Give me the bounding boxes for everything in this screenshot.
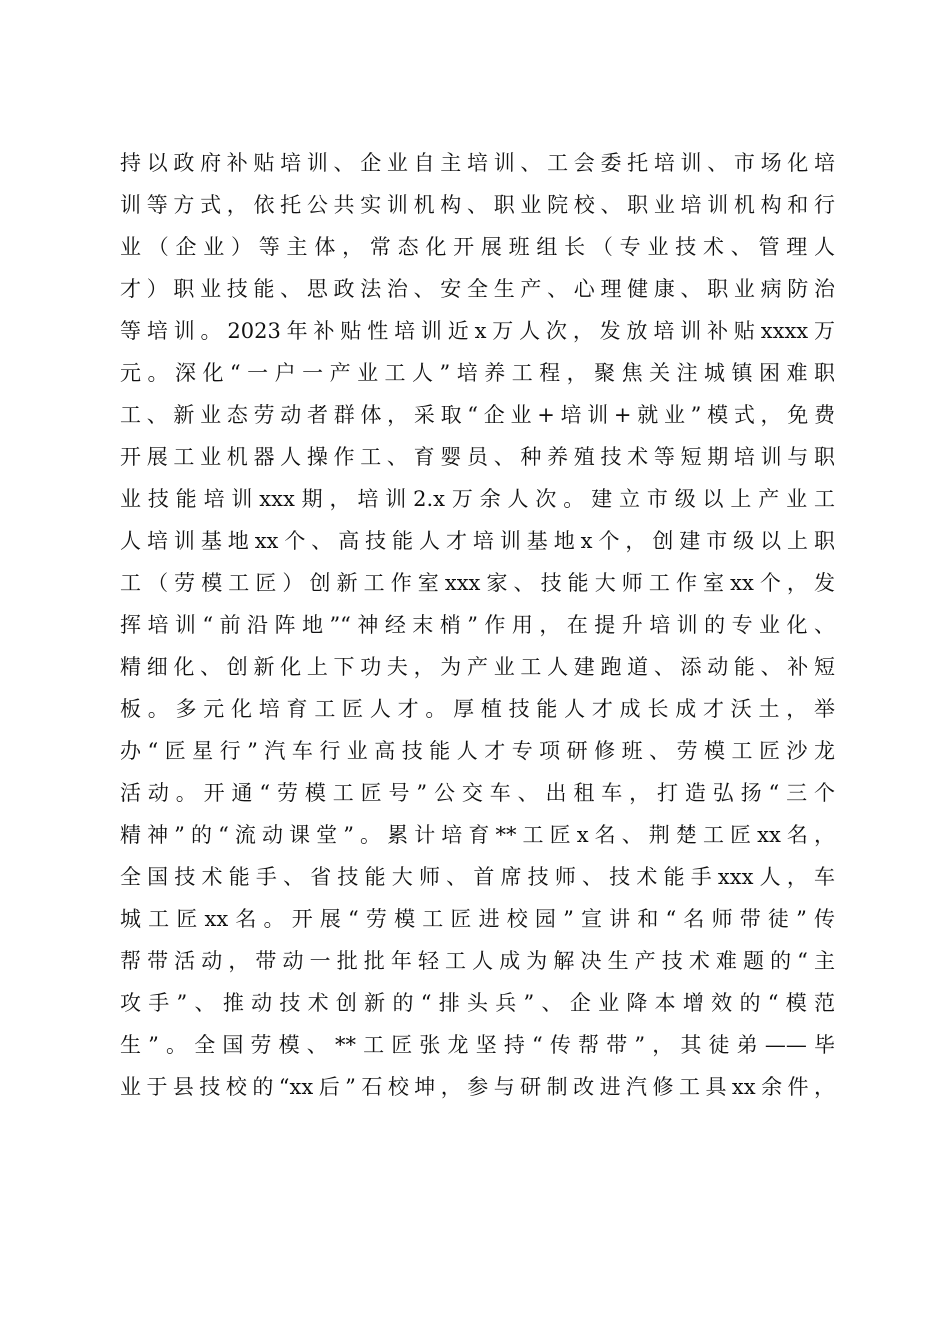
- text-line: 元。深化“一户一产业工人”培养工程，聚焦关注城镇困难职: [120, 361, 835, 385]
- text-line: 持以政府补贴培训、企业自主培训、工会委托培训、市场化培: [120, 151, 835, 175]
- text-line: 帮带活动，带动一批批年轻工人成为解决生产技术难题的“主: [120, 949, 835, 973]
- text-line: 生”。全国劳模、**工匠张龙坚持“传帮带”，其徒弟——毕: [120, 1033, 835, 1057]
- text-line: 业技能培训xxx期，培训2.x万余人次。建立市级以上产业工: [120, 487, 835, 511]
- text-line: 训等方式，依托公共实训机构、职业院校、职业培训机构和行: [120, 193, 835, 217]
- text-line: 人培训基地xx个、高技能人才培训基地x个，创建市级以上职: [120, 529, 835, 553]
- text-line: 才）职业技能、思政法治、安全生产、心理健康、职业病防治: [120, 277, 835, 301]
- text-line: 板。多元化培育工匠人才。厚植技能人才成长成才沃土，举: [120, 697, 835, 721]
- text-line: 全国技术能手、省技能大师、首席技师、技术能手xxx人，车: [120, 865, 835, 889]
- text-line: 活动。开通“劳模工匠号”公交车、出租车，打造弘扬“三个: [120, 781, 835, 805]
- text-line: 城工匠xx名。开展“劳模工匠进校园”宣讲和“名师带徒”传: [120, 907, 835, 931]
- text-line: 开展工业机器人操作工、育婴员、种养殖技术等短期培训与职: [120, 445, 835, 469]
- text-line: 业于县技校的“xx后”石校坤，参与研制改进汽修工具xx余件，: [120, 1075, 835, 1099]
- text-line: 工（劳模工匠）创新工作室xxx家、技能大师工作室xx个，发: [120, 571, 835, 595]
- text-line: 精神”的“流动课堂”。累计培育**工匠x名、荆楚工匠xx名，: [120, 823, 835, 847]
- body-text: [120, 142, 835, 1108]
- text-line: 挥培训“前沿阵地”“神经末梢”作用，在提升培训的专业化、: [120, 613, 835, 637]
- text-line: 业（企业）等主体，常态化开展班组长（专业技术、管理人: [120, 235, 835, 259]
- text-line: 等培训。2023年补贴性培训近x万人次，发放培训补贴xxxx万: [120, 319, 835, 343]
- text-line: 攻手”、推动技术创新的“排头兵”、企业降本增效的“模范: [120, 991, 835, 1015]
- text-line: 工、新业态劳动者群体，采取“企业+培训+就业”模式，免费: [120, 403, 835, 427]
- text-line: 办“匠星行”汽车行业高技能人才专项研修班、劳模工匠沙龙: [120, 739, 835, 763]
- text-line: 精细化、创新化上下功夫，为产业工人建跑道、添动能、补短: [120, 655, 835, 679]
